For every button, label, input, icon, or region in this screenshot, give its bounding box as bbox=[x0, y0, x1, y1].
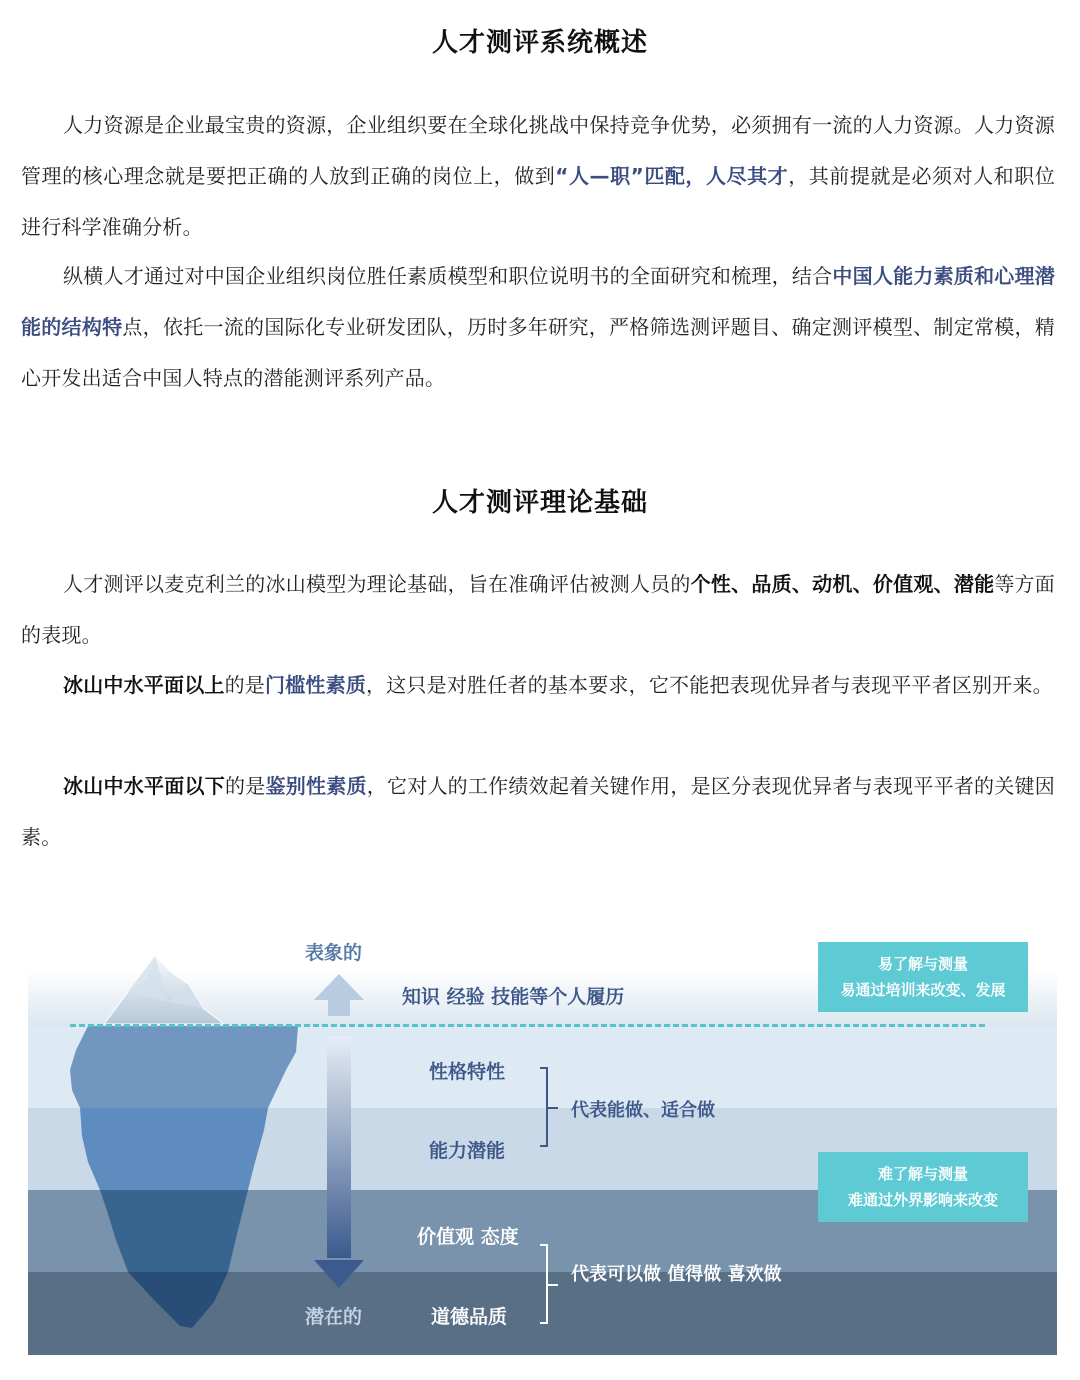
text: 等方面的表现。 bbox=[21, 572, 1056, 647]
section-title-overview: 人才测评系统概述 bbox=[431, 28, 648, 58]
group1-label: 代表能做、适合做 bbox=[571, 1100, 715, 1121]
text: ，其前提就是必须对人和职位进行科学准确分析。 bbox=[21, 164, 1055, 239]
theory-paragraph-1 bbox=[21, 559, 1055, 661]
hard-measure-box bbox=[818, 1152, 1028, 1222]
text: 点，依托一流的国际化专业研发团队，历时多年研究，严格筛选测评题目、确定测评模型、制定常模，精心开发出适合中国人特点的潜能测评系列产品。 bbox=[21, 315, 1056, 390]
highlight-text: 个性、品质、动机、价值观、潜能 bbox=[690, 572, 995, 596]
theory-paragraph-3 bbox=[21, 761, 1055, 863]
text: 的是 bbox=[224, 774, 266, 798]
highlight-text: 冰山中水平面以下 bbox=[63, 774, 225, 798]
highlight-text: 冰山中水平面以上 bbox=[63, 673, 225, 697]
text: ，它对人的工作绩效起着关键作用，是区分表现优异者与表现平平者的关键因素。 bbox=[21, 774, 1055, 849]
highlight-text: 中国人能力素质和心理潜能的结构特 bbox=[21, 264, 1055, 339]
overview-paragraph-2 bbox=[21, 251, 1055, 404]
layer-values-label: 价值观 态度 bbox=[417, 1226, 519, 1248]
text: ，这只是对胜任者的基本要求，它不能把表现优异者与表现平平者区别开来。 bbox=[366, 673, 1053, 697]
group1-bracket bbox=[540, 1067, 548, 1147]
highlight-text: 门槛性素质 bbox=[265, 673, 367, 697]
text: 人力资源是企业最宝贵的资源，企业组织要在全球化挑战中保持竞争优势，必须拥有一流的人力资源。人力资源管理的核心理念就是要把正确的人放到正确的岗位上，做到 bbox=[21, 113, 1055, 188]
box-line: 难了解与测量 bbox=[877, 1165, 968, 1183]
iceberg-model-diagram bbox=[28, 930, 1057, 1355]
text: 的是 bbox=[224, 673, 266, 697]
layer-morals-label: 道德品质 bbox=[431, 1306, 508, 1328]
text: 人才测评以麦克利兰的冰山模型为理论基础，旨在准确评估被测人员的 bbox=[63, 572, 691, 596]
highlight-text: “人—职”匹配，人尽其才 bbox=[555, 164, 789, 188]
axis-top-label: 表象的 bbox=[305, 942, 363, 964]
layer-personality-label: 性格特性 bbox=[429, 1061, 506, 1083]
section-title-theory: 人才测评理论基础 bbox=[431, 488, 648, 518]
theory-paragraph-2 bbox=[21, 660, 1055, 711]
overview-paragraph-1 bbox=[21, 100, 1055, 253]
box-line: 易通过培训来改变、发展 bbox=[840, 981, 1006, 999]
water-line bbox=[70, 1024, 985, 1027]
easy-measure-box bbox=[818, 942, 1028, 1012]
axis-bottom-label: 潜在的 bbox=[305, 1306, 363, 1328]
box-line: 易了解与测量 bbox=[877, 955, 968, 973]
box-line: 难通过外界影响来改变 bbox=[847, 1191, 998, 1209]
layer-ability-label: 能力潜能 bbox=[429, 1140, 506, 1162]
group2-label: 代表可以做 值得做 喜欢做 bbox=[571, 1264, 782, 1285]
text: 纵横人才通过对中国企业组织岗位胜任素质模型和职位说明书的全面研究和梳理，结合 bbox=[63, 264, 833, 288]
group2-bracket bbox=[540, 1244, 548, 1324]
surface-layer-label: 知识 经验 技能等个人履历 bbox=[402, 986, 625, 1008]
highlight-text: 鉴别性素质 bbox=[265, 774, 367, 798]
